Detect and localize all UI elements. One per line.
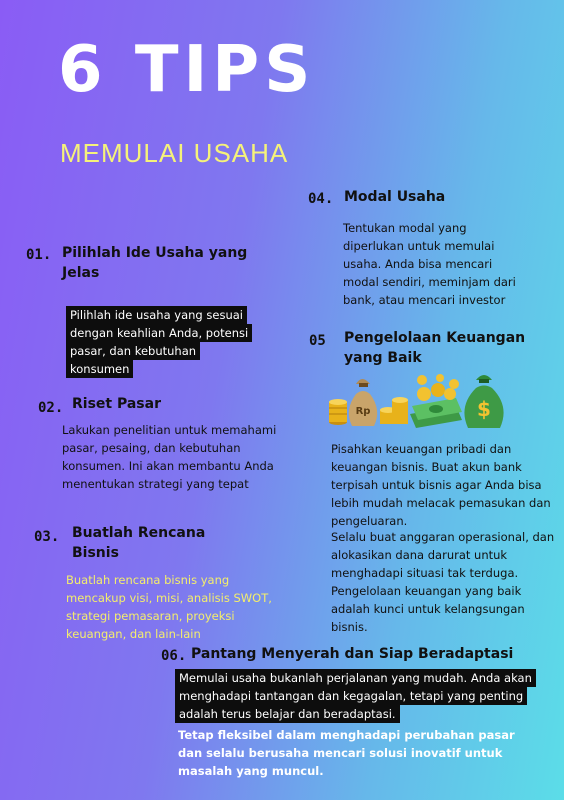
- tip-5-number: 05: [309, 333, 326, 349]
- money-bag-label: Rp: [355, 406, 371, 417]
- tip-6-number: 06.: [161, 648, 187, 664]
- money-illustration: [326, 370, 512, 432]
- tip-4-number: 04.: [308, 191, 334, 207]
- tip-2-body: Lakukan penelitian untuk memahami pasar, pesaing, dan kebutuhan konsumen. Ini akan membantu Anda menentukan strategi yang tepat: [62, 423, 277, 491]
- svg-text:$: $: [477, 397, 491, 421]
- tip-1-number: 01.: [26, 247, 52, 263]
- tip-3-heading: Buatlah Rencana Bisnis: [72, 525, 206, 561]
- coin-stack-icon: [329, 399, 347, 425]
- tip-6-body: [175, 669, 535, 723]
- tip-6-heading: Pantang Menyerah dan Siap Beradaptasi: [191, 646, 514, 662]
- tip-1-heading: Pilihlah Ide Usaha yang Jelas: [62, 245, 248, 281]
- cash-stack-icon: [410, 383, 462, 428]
- money-bag-dollar-icon: [464, 375, 503, 428]
- tip-4-heading: Modal Usaha: [344, 189, 446, 205]
- tip-1-body-text: Pilihlah ide usaha yang sesuai dengan keahlian Anda, potensi pasar, dan kebutuhan konsumen: [66, 306, 252, 378]
- tip-6-body-text: Memulai usaha bukanlah perjalanan yang mudah. Anda akan menghadapi tantangan dan kegagalan, tetapi yang penting adalah terus belajar dan beradaptasi.: [175, 669, 536, 723]
- tip-5-body: Pisahkan keuangan pribadi dan keuangan bisnis. Buat akun bank terpisah untuk bisnis agar Anda bisa lebih mudah melacak pemasukan dan pengeluaran.: [331, 442, 551, 528]
- tip-3-body: Buatlah rencana bisnis yang mencakup visi, misi, analisis SWOT, strategi pemasaran, proyeksi keuangan, dan lain-lain: [66, 573, 272, 641]
- tip-5-body-2: Selalu buat anggaran operasional, dan alokasikan dana darurat untuk menghadapi situasi tak terduga. Pengelolaan keuangan yang baik adalah kunci untuk kelangsungan bisnis.: [331, 530, 555, 634]
- tip-1-body: [66, 306, 260, 378]
- tip-6-body-2: Tetap fleksibel dalam menghadapi perubahan pasar dan selalu berusaha mencari solusi inovatif untuk masalah yang muncul.: [178, 728, 515, 778]
- money-bag-rp-icon: [349, 379, 377, 426]
- tip-5-heading: Pengelolaan Keuangan yang Baik: [344, 330, 526, 366]
- tip-2-heading: Riset Pasar: [72, 396, 161, 412]
- tip-2-number: 02.: [38, 400, 64, 416]
- tip-4-body: Tentukan modal yang diperlukan untuk memulai usaha. Anda bisa mencari modal sendiri, meminjam dari bank, atau mencari investor: [343, 221, 516, 307]
- page-title: 6 TIPS: [58, 33, 316, 107]
- page-subtitle: MEMULAI USAHA: [60, 138, 289, 168]
- tip-3-number: 03.: [34, 529, 60, 545]
